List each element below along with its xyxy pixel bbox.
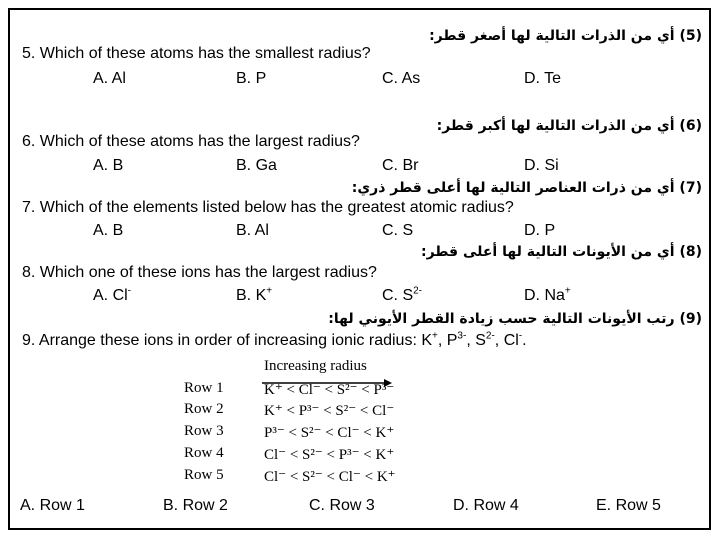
q6-option-b: B. Ga bbox=[236, 157, 277, 174]
q7-arabic: (7) أي من ذرات العناصر التالية لها أعلى قطر ذري: bbox=[351, 180, 702, 196]
q6-option-a: A. B bbox=[93, 157, 124, 174]
q9-ion-4: Cl- bbox=[503, 330, 523, 349]
q8-option-b-base: B. K bbox=[236, 287, 267, 304]
q8-option-c bbox=[382, 287, 422, 305]
table-row-label: Row 1 bbox=[184, 380, 224, 396]
table-row-sequence: K⁺ < Cl⁻ < S²⁻ < P³⁻ bbox=[264, 382, 395, 398]
table-title: Increasing radius bbox=[264, 358, 367, 374]
q5-option-d: D. Te bbox=[524, 70, 562, 87]
table-row-label: Row 2 bbox=[184, 401, 224, 417]
q7-option-c: C. S bbox=[382, 222, 414, 239]
q6-option-d: D. Si bbox=[524, 157, 559, 174]
q9-ion-1: K+ bbox=[421, 330, 438, 349]
q9-ion-3: $S^{2-}$ bbox=[475, 330, 495, 349]
q5-question: 5. Which of these atoms has the smallest radius? bbox=[22, 45, 371, 62]
q9-ion-2: $P^{3-}$ bbox=[446, 330, 467, 349]
q6-question: 6. Which of these atoms has the largest radius? bbox=[22, 133, 360, 150]
table-row-sequence: K⁺ < P³⁻ < S²⁻ < Cl⁻ bbox=[264, 403, 395, 419]
q9-option-d: D. Row 4 bbox=[453, 497, 519, 514]
q5-option-c: C. As bbox=[382, 70, 421, 87]
q9-question: 9. Arrange these ions in order of increasing ionic radius: K+, $P^{3-}$, $S^{2-}$, Cl-. bbox=[22, 330, 527, 349]
radius-order-table bbox=[180, 356, 400, 491]
q8-option-c-base: C. S bbox=[382, 287, 414, 304]
q8-option-a-base: A. Cl bbox=[93, 287, 128, 304]
table-row-sequence: Cl⁻ < S²⁻ < Cl⁻ < K⁺ bbox=[264, 469, 396, 485]
q8-option-d-charge: + bbox=[564, 285, 571, 297]
q5-arabic: (5) أي من الذرات التالية لها أصغر قطر: bbox=[429, 28, 702, 44]
q9-option-b: B. Row 2 bbox=[163, 497, 228, 514]
table-row-sequence: Cl⁻ < S²⁻ < P³⁻ < K⁺ bbox=[264, 447, 395, 463]
q8-arabic: (8) أي من الأيونات التالية لها أعلى قطر: bbox=[420, 244, 702, 260]
q8-option-a bbox=[93, 287, 131, 305]
q8-option-c-charge: 2- bbox=[413, 285, 423, 297]
q8-option-d bbox=[524, 287, 571, 305]
q7-option-a: A. B bbox=[93, 222, 124, 239]
q6-arabic: (6) أي من الذرات التالية لها أكبر قطر: bbox=[436, 118, 702, 134]
q9-question-text: 9. Arrange these ions in order of increasing ionic radius: bbox=[22, 332, 422, 349]
q7-option-b: B. Al bbox=[236, 222, 269, 239]
q8-question: 8. Which one of these ions has the largest radius? bbox=[22, 264, 377, 281]
q5-option-b: B. P bbox=[236, 70, 267, 87]
q9-option-a: A. Row 1 bbox=[20, 497, 85, 514]
table-row-sequence: P³⁻ < S²⁻ < Cl⁻ < K⁺ bbox=[264, 425, 395, 441]
q9-option-e: E. Row 5 bbox=[596, 497, 661, 514]
q9-option-c: C. Row 3 bbox=[309, 497, 375, 514]
table-row-label: Row 4 bbox=[184, 445, 224, 461]
table-row-label: Row 5 bbox=[184, 467, 224, 483]
q8-option-b bbox=[236, 287, 272, 305]
q8-option-d-base: D. Na bbox=[524, 287, 565, 304]
q5-option-a: A. Al bbox=[93, 70, 126, 87]
q7-option-d: D. P bbox=[524, 222, 556, 239]
q6-option-c: C. Br bbox=[382, 157, 419, 174]
q8-option-a-charge: - bbox=[127, 285, 132, 297]
q7-question: 7. Which of the elements listed below has the greatest atomic radius? bbox=[22, 199, 514, 216]
table-row-label: Row 3 bbox=[184, 423, 224, 439]
q8-option-b-charge: + bbox=[266, 285, 273, 297]
q9-arabic: (9) رتب الأيونات التالية حسب زيادة القطر الأيوني لها: bbox=[328, 311, 702, 327]
